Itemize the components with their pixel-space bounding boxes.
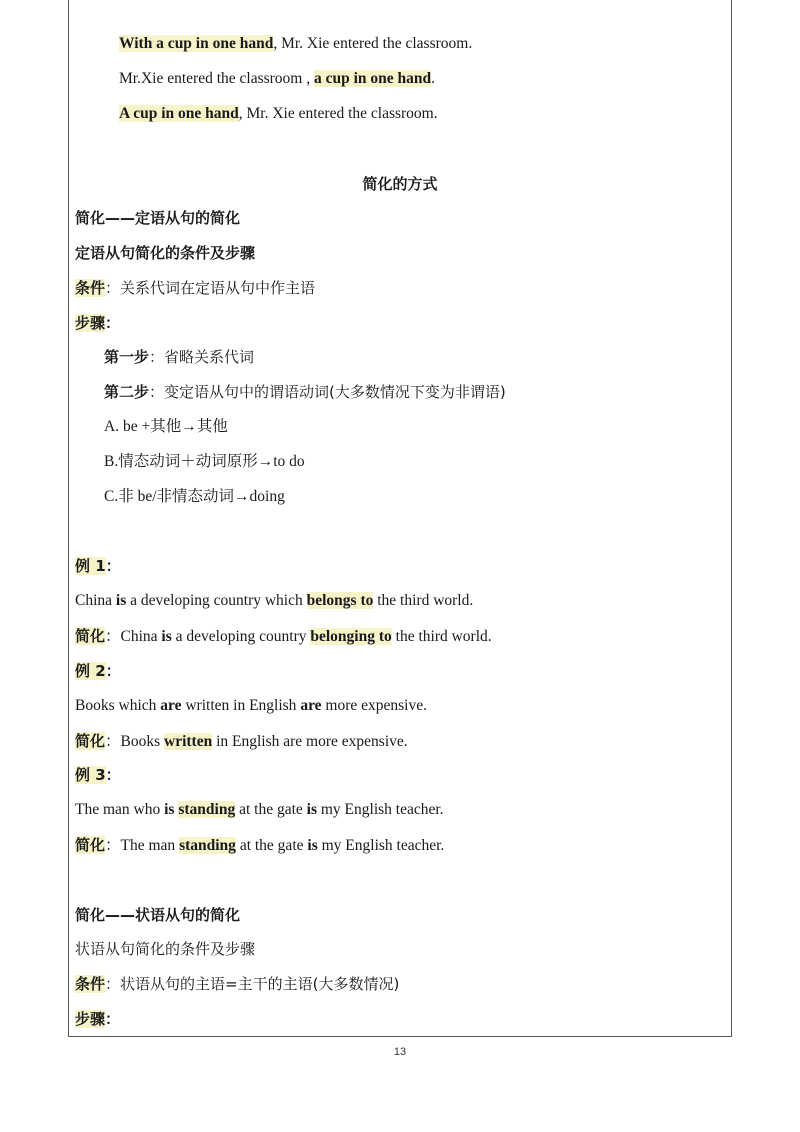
example-label: 例 3 bbox=[75, 766, 106, 784]
text: my English teacher. bbox=[317, 837, 445, 854]
example-2-original bbox=[75, 695, 427, 717]
step-1-label: 第一步 bbox=[104, 348, 150, 366]
example-3-label bbox=[75, 764, 121, 786]
rule-a: A. be +其他→其他 bbox=[104, 418, 228, 435]
sec2-condition bbox=[75, 973, 399, 995]
simplified-label: 简化 bbox=[75, 732, 106, 750]
bold-word: is bbox=[306, 801, 317, 818]
example-label: 例 2 bbox=[75, 662, 106, 680]
condition-label: 条件 bbox=[75, 279, 106, 297]
step-1-text: ：省略关系代词 bbox=[149, 348, 255, 366]
highlight-phrase: belongs to bbox=[306, 592, 374, 609]
text: ：The man bbox=[105, 837, 180, 854]
example-1-original bbox=[75, 590, 473, 612]
example-2-label bbox=[75, 660, 121, 682]
rule-b: B.情态动词＋动词原形→to do bbox=[104, 453, 305, 470]
highlight-phrase: a cup in one hand bbox=[313, 70, 432, 87]
sec1-condition bbox=[75, 277, 315, 299]
steps-label: 步骤 bbox=[75, 1010, 106, 1028]
sec1-steps-label bbox=[75, 312, 120, 334]
page-number: 13 bbox=[393, 1046, 407, 1058]
rule-c: C.非 be/非情态动词→doing bbox=[104, 488, 285, 505]
text: a developing country bbox=[171, 628, 311, 645]
steps-colon: ： bbox=[105, 314, 121, 332]
text: , Mr. Xie entered the classroom. bbox=[273, 35, 473, 52]
steps-colon: ： bbox=[105, 1010, 121, 1028]
step-2-text: ：变定语从句中的谓语动词(大多数情况下变为非谓语) bbox=[149, 383, 506, 401]
condition-text: ：关系代词在定语从句中作主语 bbox=[105, 279, 316, 297]
intro-line-2 bbox=[119, 68, 435, 90]
highlight-phrase: standing bbox=[179, 837, 236, 854]
condition-label: 条件 bbox=[75, 975, 106, 993]
example-3-original bbox=[75, 799, 444, 821]
bold-word: is bbox=[161, 628, 172, 645]
sec2-title: 简化——状语从句的简化 bbox=[75, 906, 241, 924]
example-label: 例 1 bbox=[75, 557, 106, 575]
bold-word: are bbox=[300, 697, 322, 714]
text: my English teacher. bbox=[317, 801, 444, 818]
steps-label: 步骤 bbox=[75, 314, 106, 332]
text: the third world. bbox=[391, 628, 492, 645]
text: in English are more expensive. bbox=[212, 733, 408, 750]
example-colon: ： bbox=[105, 662, 121, 680]
sec1-subtitle: 定语从句简化的条件及步骤 bbox=[75, 244, 256, 262]
example-colon: ： bbox=[105, 557, 121, 575]
intro-line-3 bbox=[119, 103, 438, 125]
text: the third world. bbox=[373, 592, 474, 609]
text: . bbox=[431, 70, 436, 87]
highlight-phrase: belonging to bbox=[310, 628, 392, 645]
text: Books which bbox=[75, 697, 161, 714]
example-1-label bbox=[75, 555, 121, 577]
text: ：Books bbox=[105, 733, 165, 750]
sec2-steps-label bbox=[75, 1008, 120, 1030]
text: The man who bbox=[75, 801, 165, 818]
example-3-simplified bbox=[75, 834, 444, 857]
text: Mr.Xie entered the classroom , bbox=[119, 70, 314, 87]
highlight-phrase: With a cup in one hand bbox=[119, 35, 274, 52]
intro-line-1 bbox=[119, 33, 472, 55]
bold-word: are bbox=[160, 697, 182, 714]
text: at the gate bbox=[235, 837, 308, 854]
example-2-simplified bbox=[75, 730, 408, 753]
text: a developing country which bbox=[126, 592, 307, 609]
highlight-phrase: written bbox=[164, 733, 213, 750]
condition-text: ：状语从句的主语=主干的主语(大多数情况) bbox=[105, 975, 400, 993]
step-2-label: 第二步 bbox=[104, 383, 150, 401]
text: China bbox=[75, 592, 116, 609]
bold-word: is bbox=[115, 592, 127, 609]
example-1-simplified bbox=[75, 625, 492, 648]
sec2-subtitle: 状语从句简化的条件及步骤 bbox=[75, 940, 256, 958]
highlight-phrase: standing bbox=[178, 801, 236, 818]
text: more expensive. bbox=[321, 697, 427, 714]
text: at the gate bbox=[235, 801, 307, 818]
sec1-title: 简化——定语从句的简化 bbox=[75, 209, 241, 227]
bold-word: is bbox=[164, 801, 175, 818]
highlight-phrase: A cup in one hand bbox=[119, 105, 239, 122]
content-frame bbox=[68, 0, 732, 1037]
section-heading: 简化的方式 bbox=[362, 175, 438, 193]
bold-word: is bbox=[307, 837, 318, 854]
step-2 bbox=[104, 381, 506, 403]
text: ：China bbox=[105, 628, 162, 645]
simplified-label: 简化 bbox=[75, 627, 106, 645]
step-1 bbox=[104, 346, 254, 368]
text: , Mr. Xie entered the classroom. bbox=[238, 105, 438, 122]
example-colon: ： bbox=[105, 766, 121, 784]
simplified-label: 简化 bbox=[75, 836, 106, 854]
text: written in English bbox=[181, 697, 301, 714]
